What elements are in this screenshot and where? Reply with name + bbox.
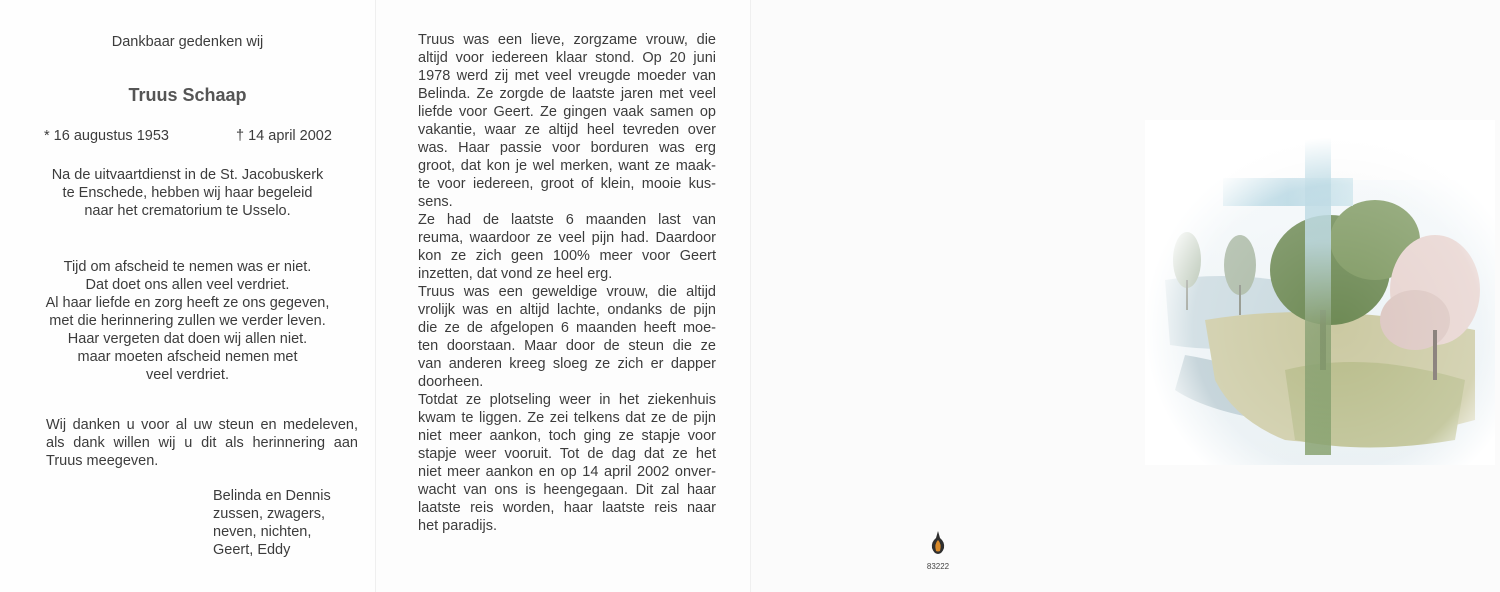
text-line: te Enschede, hebben wij haar begeleid (62, 185, 313, 201)
story-line: Ze had de laatste 6 maanden last van (418, 212, 716, 228)
text-line: naar het crematorium te Usselo. (84, 203, 291, 219)
story-line: niet meer aankon en op 14 april 2002 onver- (418, 464, 716, 480)
story-line: vrolijk was en altijd lachte, ondanks de pijn (418, 302, 716, 318)
story-line: stapje weer vooruit. Tot de dag dat ze het (418, 446, 716, 462)
cross-landscape-icon (1145, 120, 1495, 465)
poem-line: Tijd om afscheid te nemen was er niet. (63, 259, 312, 275)
story-line: altijd voor iedereen klaar stond. Op 20 juni (418, 50, 716, 66)
story-line: Truus was een lieve, zorgzame vrouw, die (418, 32, 716, 48)
signer-line: Belinda en Dennis (213, 488, 331, 504)
intro-text: Dankbaar gedenken wij (111, 34, 264, 50)
story-line: sens. (418, 194, 453, 210)
story-line: Truus was een geweldige vrouw, die altijd (418, 284, 716, 300)
poem-line: veel verdriet. (145, 367, 229, 383)
story-line: kon ze zich geen 100% meer voor Geert (418, 248, 716, 264)
story-line: kwam te liggen. Ze zei telkens dat ze de pijn (418, 410, 716, 426)
signer-line: Geert, Eddy (213, 542, 291, 558)
poem-line: Dat doet ons allen veel verdriet. (85, 277, 290, 293)
thanks-paragraph: Wij danken u voor al uw steun en medeleven, als dank willen wij u dit als herinnering aan Truus meegeven. (46, 417, 358, 469)
printer-logo-icon (928, 530, 948, 556)
story-line: die ze de afgelopen 6 maanden heeft moe- (418, 320, 716, 336)
text-line: Na de uitvaartdienst in de St. Jacobuskerk (51, 167, 324, 183)
story-line: van anderen kreeg sloeg ze zich er dapper (418, 356, 716, 372)
poem-line: met die herinnering zullen we verder leven. (49, 313, 326, 329)
death-date: † 14 april 2002 (236, 128, 332, 144)
signer-line: neven, nichten, (213, 524, 312, 540)
story-line: groot, dat kon je wel merken, want ze maak- (418, 158, 716, 174)
life-story (418, 31, 716, 535)
story-line: te voor iedereen, groot of klein, mooie kus- (418, 176, 716, 192)
story-line: inzetten, dat vond ze heel erg. (418, 266, 613, 282)
thanks-text (46, 416, 358, 470)
story-line: reuma, waardoor ze veel pijn had. Daardoor (418, 230, 716, 246)
story-line: Belinda. Ze zorgde de laatste jaren met veel (418, 86, 716, 102)
signer-line: zussen, zwagers, (213, 506, 326, 522)
poem-line: maar moeten afscheid nemen met (77, 349, 298, 365)
poem-line: Haar vergeten dat doen wij allen niet. (67, 331, 308, 347)
fold-line (375, 0, 376, 592)
story-line: 1978 werd zij met veel vreugde moeder van (418, 68, 716, 84)
fold-line (750, 0, 751, 592)
story-line: niet meer aankon, toch ging ze stapje voor (418, 428, 716, 444)
birth-date: * 16 augustus 1953 (44, 128, 169, 144)
story-line: doorheen. (418, 374, 484, 390)
deceased-name: Truus Schaap (128, 85, 247, 105)
story-line: laatste reis worden, haar laatste reis naar (418, 500, 716, 516)
story-line: was. Haar passie voor borduren was erg (418, 140, 716, 156)
print-code: 83222 (926, 562, 950, 571)
poem (0, 258, 375, 384)
story-line: wacht van ons is heengegaan. Dit zal haar (418, 482, 716, 498)
story-line: vakantie, waar ze altijd heel tevreden over (418, 122, 716, 138)
story-line: Totdat ze plotseling weer in het ziekenhuis (418, 392, 716, 408)
poem-line: Al haar liefde en zorg heeft ze ons gegeven, (45, 295, 330, 311)
story-line: het paradijs. (418, 518, 497, 534)
story-line: liefde voor Geert. Ze gingen vaak samen op (418, 104, 716, 120)
signers (213, 487, 331, 559)
funeral-text (0, 166, 375, 220)
story-line: ten doorstaan. Maar door de steun die ze (418, 338, 716, 354)
